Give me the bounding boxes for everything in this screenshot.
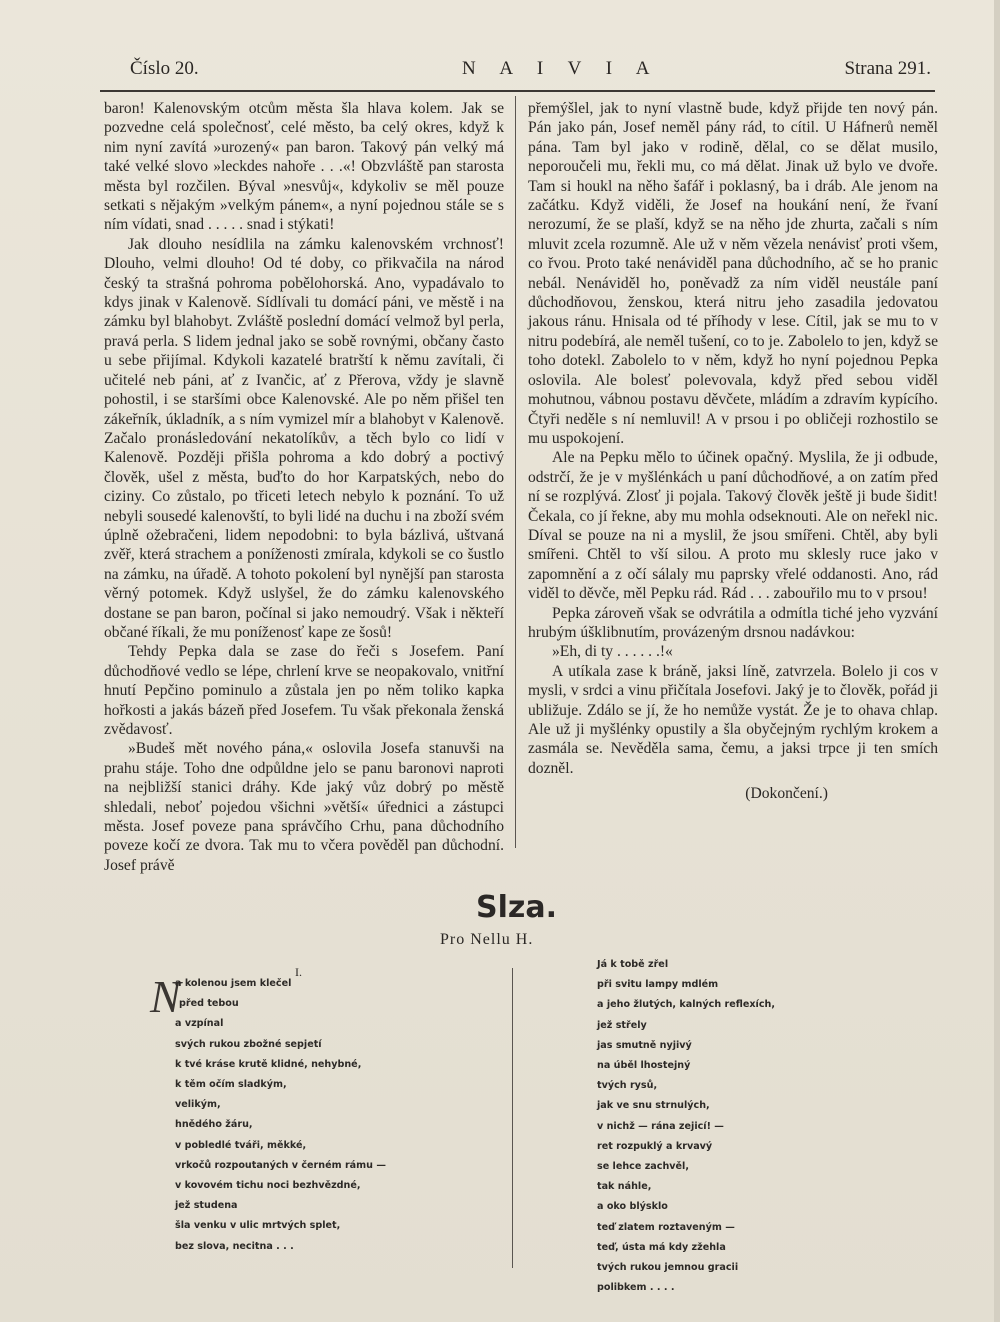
right-column [528,99,938,804]
poem-line: velikým, [175,1099,221,1111]
poem-line: k těm očím sladkým, [175,1079,287,1091]
page-edge [994,0,1000,1322]
poem-line: jak ve snu strnulých, [597,1100,710,1112]
poem-line: teď zlatem roztaveným — [597,1221,735,1233]
paragraph: Tehdy Pepka dala se zase do řeči s Josefem. Paní důchodňové vedlo se lépe, chrlení krve se neopakovalo, vnitřní hnutí Pepčino pominulo a zůstala jen po něm toliko kapka hořkosti a jakás bázeň před Josefem. Tu však překonala ženská zvědavosť. [104,643,504,738]
poem-line: k tvé kráse krutě klidné, nehybné, [175,1058,362,1070]
paragraph: Pepka zároveň však se odvrátila a odmítla tiché jeho vyzvání hrubým úšklibnutím, provázeným drsnou nadávkou: [528,604,938,641]
poem-title: Slza. [476,890,557,925]
issue-number: Číslo 20. [130,58,199,79]
poem-line: tvých rysů, [597,1080,658,1092]
poem-line: teď, ústa má kdy zžehla [597,1241,726,1253]
poem-line: jež střely [597,1019,647,1031]
poem-line: jež studena [175,1200,238,1212]
poem-line: v nichž — rána zejicí! — [597,1120,724,1132]
paragraph: baron! Kalenovským otcům města šla hlava kolem. Jak se pozvedne celá společnosť, celé město, ba celý okres, když k nim nyní zavítá »urozený« pan baron. Takový pán velký má také velké slovo »leckdes nahoře . . .«! Obzvláště pan starosta města byl rozčilen. Býval »nesvůj«, kdykoliv se měl pouze setkati s nějakým »velkým pánem«, a nyní pojednou stále se s ním vídati, snad . . . . . snad i stýkati! [104,100,504,234]
page-header [100,58,935,92]
poem-left-stanza [175,974,505,1257]
poem-line: a jeho žlutých, kalných reflexích, [597,999,775,1011]
poem-line: a oko blýsklo [597,1201,668,1213]
poem-line: v pobledlé tváři, měkké, [175,1139,307,1151]
poem-dedication: Pro Nellu H. [440,931,534,948]
poem-line: svých rukou zbožné sepjetí [175,1038,322,1050]
page-number: Strana 291. [844,58,931,79]
paragraph: »Budeš mět nového pána,« oslovila Josefa stanuvši na prahu stáje. Toho dne odpůldne jelo se panu baronovi naproti na nejbližší stanici dráhy. Kde jaký vůz dobrý po městě shledali, neboť pojedou všichni »větší« úřednici a zástupci města. Josef poveze pana správčího Crhu, pana důchodního poveze kočí ze dvora. Tak mu to včera pověděl pan důchodní. Josef právě [104,740,504,874]
poem-line: Já k tobě zřel [597,959,669,970]
poem-line: vrkočů rozpoutaných v černém rámu — [175,1159,386,1171]
poem-line: před tebou [179,998,239,1010]
left-column [104,99,504,875]
poem-line: na úběl lhostejný [597,1060,691,1072]
poem-line: a vzpínal [175,1018,224,1030]
poem-line: hnědého žáru, [175,1119,253,1131]
poem-line: tvých rukou jemnou gracii [597,1262,739,1274]
poem-line: bez slova, necitna . . . [175,1240,294,1252]
poem-line: v kovovém tichu noci bezhvězdné, [175,1180,361,1192]
paragraph: A utíkala zase k bráně, jaksi líně, zatvrzela. Bolelo ji cos v mysli, v srdci a vinu přičítala Josefovi. Jaký je to člověk, pořád ji ubližuje. Zdálo se jí, že ho nemůže vystát. Že je to ohava chlap. Ale už ji myšlénky opustily a šla obyčejným rychlým krokem a zasmála se. Nevěděla sama, čemu, a jaksi trpce ji ten smích dozněl. [528,662,938,777]
poem-line: jas smutně nyjivý [597,1039,692,1051]
poem-line: tak náhle, [597,1181,652,1193]
header-rule [100,90,935,92]
masthead-title: N A I V I A [462,58,660,79]
poem-part-number: I. [295,965,302,979]
drop-cap: N [150,971,181,1022]
column-divider [515,96,516,848]
paragraph: přemýšlel, jak to nyní vlastně bude, když přijde ten nový pán. Pán jako pán, Josef neměl pány rád, to cítil. U Háfnerů neměl pána. Tam byl jako v rodině, dělal, co se dělat musilo, neporoučeli mu, řekli mu, co má dělat. Jinak už bylo ve dvoře. Tam si houkl na něho šafář i poklasný, ba i dráb. Ale jenom na začátku. Když viděli, že Josef na houkání není, že řvaní nerozumí, že se plaší, když se na něho jde zhurta, začali s ním mluvit zcela rozumně. Ale už v něm vězela nenávisť proti všem, co řvou. Proto také nenáviděl pana důchodního, ač se ho pranic nebál. Nenáviděl ho, poněvadž za ním viděl neustále paní důchodňovou, ženskou, která nitru jeho zasadila jedovatou jakous ránu. Hnisala od té příhody v lese. Cítil, jak se mu to v nitru podebírá, ale neměl tušení, co to je. Zabolelo to jen, když se toho dotekl. Zabolelo to v něm, když ho nyní pojednou Pepka oslovila. Ale bolesť polevovala, když před sebou viděl mohutnou, vábnou postavu děvčete, mládím a zdravím kypícího. Čtyři neděle s ní nemluvil! A v prsou i po obličeji rozhostilo se mu uspokojení. [528,100,938,447]
poem-line: polibkem . . . . [597,1282,675,1294]
poem-right-stanza [597,955,927,1298]
continuation-note: (Dokončení.) [745,785,828,803]
poem-divider [512,968,513,1268]
poem-line: ret rozpuklý a krvavý [597,1140,713,1152]
poem-line: při svitu lampy mdlém [597,979,719,991]
poem-line: šla venku v ulic mrtvých splet, [175,1220,341,1232]
paragraph: »Eh, di ty . . . . . .!« [552,643,673,661]
poem-line: se lehce zachvěl, [597,1161,689,1173]
paragraph: Jak dlouho nesídlila na zámku kalenovském vrchnosť! Dlouho, velmi dlouho! Od té doby, co přikvačila na národ český ta strašná pohroma pobělohorská. Ano, vypadávalo to kdys jinak v Kalenově. Sídlívali tu domácí páni, ve městě i na zámku byl blahobyt. Zvláště poslední domácí velmož byl perla, pravá perla. S lidem jednal jako se sobě rovnými, občany často u sebe přijímal. Kdykoli kazatelé bratrští k němu zavítali, či učitelé neb páni, ať z Ivančic, ať z Přerova, vždy je slavně pohostil, i se staršími obce Kalenovské. Ale po něm přišel ten zákeřník, úkladník, a s ním vymizel mír a blahobyt v Kalenově. Začalo pronásledování nekatolíkův, a těch bylo co lidí v Kalenově. Později přišla pohroma a kdo dobrý a poctivý člověk, ušel z města, buďto do hor Karpatských, nebo do ciziny. Co zůstalo, po třiceti letech nebylo k poznání. To už nebyli sousedé kalenovští, to byli lidé na duchu i na zboží svém úplně ožebračeni, lidem nepodobni: to byla bázlivá, uštvaná zvěř, která strachem a poníženosti zmírala, kdykoli se co šustlo na zámku, na úřadě. A tohoto pokolení byl nynější pan starosta věrný potomek. Když uslyšel, že do zámku kalenovského dostane se pan baron, počínal si jako nemoudrý. Však i někteří občané říkali, že mu poníženosť kape ze šosů! [104,235,504,641]
paragraph: Ale na Pepku mělo to účinek opačný. Myslila, že ji odbude, odstrčí, že je v myšlénkách u paní důchodňové, a on zatím před ní se rozplývá. Zlosť ji pojala. Takový člověk ještě ji bude šidit! Čekala, co jí řekne, aby mu mohla odseknouti. Ale on neřekl nic. Díval se pouze na ni a myslil, že jsou smířeni. Chtěl, aby byli smířeni. Chtěl to vší silou. A proto mu sklesly ruce jako v zapomnění a z očí sálaly mu paprsky vřelé oddanosti. Ano, rád viděl to děvče, měl Pepku rád. Rád . . . zabouřilo mu to v prsou! [528,449,938,603]
poem-line: a kolenou jsem klečel [175,978,292,989]
